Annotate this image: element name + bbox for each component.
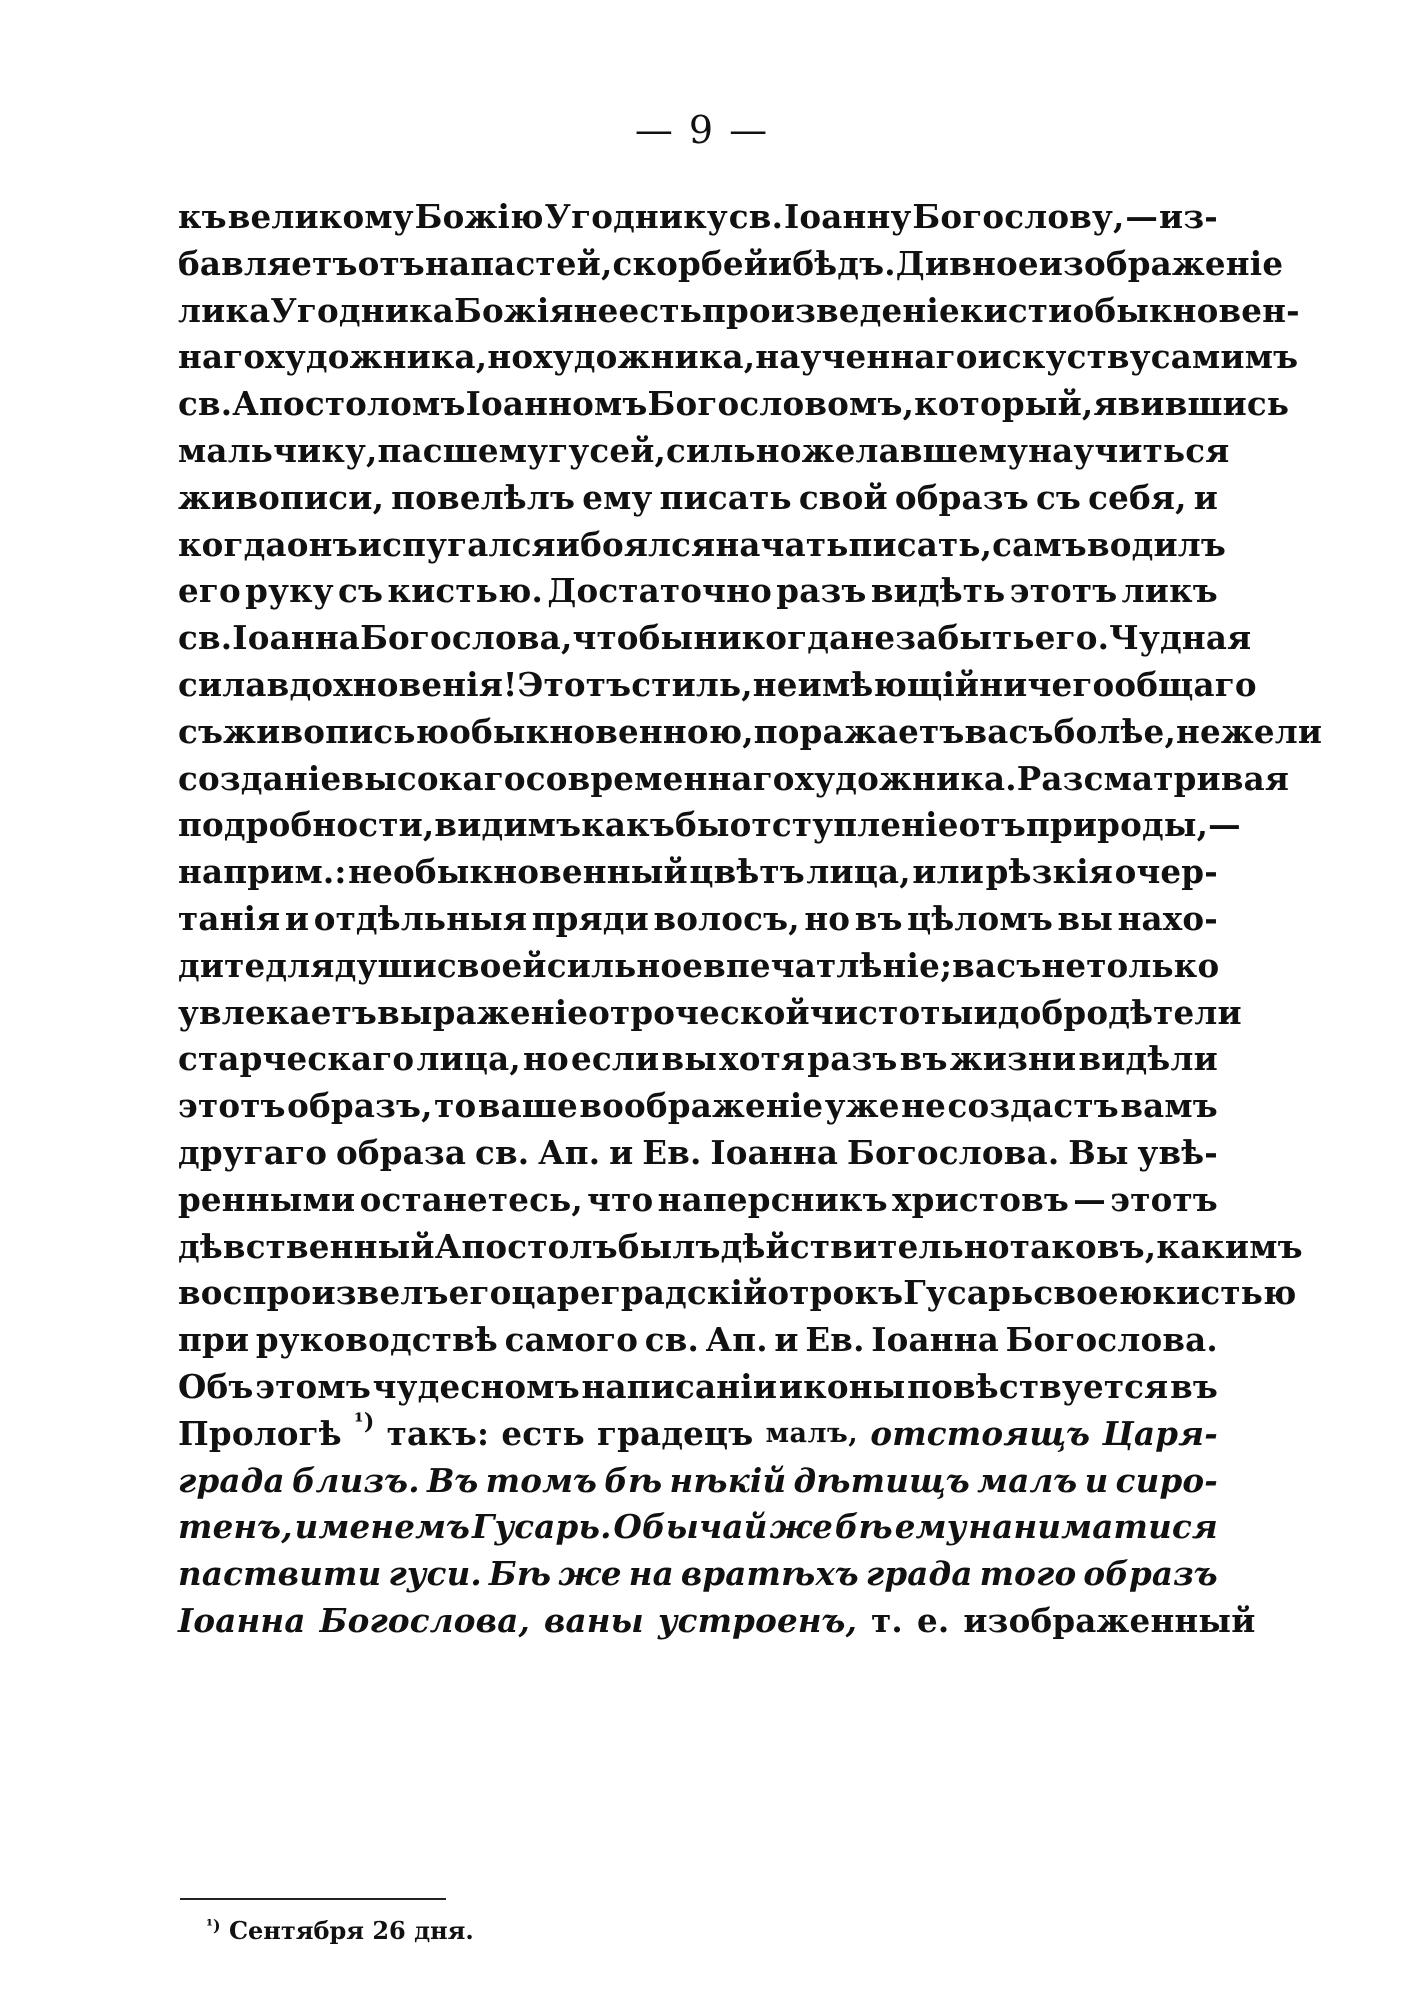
word: и	[1084, 1460, 1109, 1500]
word: написаніи	[581, 1366, 778, 1406]
word: св.	[178, 384, 233, 424]
word: писать	[659, 477, 792, 517]
word: дѣйствительно	[720, 1226, 1010, 1266]
word: дите	[178, 945, 266, 985]
word: или	[912, 852, 985, 892]
word: Іоанномъ	[465, 384, 648, 424]
word: повѣствуется	[907, 1366, 1169, 1406]
word: Обычай	[613, 1507, 768, 1547]
word: малъ,	[765, 1417, 859, 1449]
word: художника,	[533, 337, 756, 377]
word: свой	[798, 477, 888, 517]
text-line	[178, 1130, 1218, 1177]
word: Ап.	[705, 1320, 768, 1360]
word: для	[265, 945, 335, 985]
word: бавляетъ	[178, 243, 358, 283]
word: Іоанна	[710, 1132, 839, 1172]
word: его.	[1034, 618, 1110, 658]
word: же	[769, 1507, 833, 1547]
word: создастъ	[947, 1086, 1119, 1126]
word: испугался	[357, 524, 556, 564]
word: тенъ,	[178, 1507, 293, 1547]
text-line	[178, 709, 1323, 756]
word: кисти	[959, 290, 1073, 330]
word: видѣть	[870, 571, 1006, 611]
word: воображеніе	[579, 1086, 824, 1126]
word: Въ	[426, 1460, 479, 1500]
word: къ	[178, 197, 227, 236]
word: наниматися	[968, 1507, 1218, 1547]
word: сиро-	[1115, 1460, 1218, 1500]
word: нежели	[1175, 711, 1323, 751]
word: —	[1125, 197, 1159, 236]
word: паствити	[178, 1554, 382, 1594]
word: воспроизвелъ	[178, 1273, 449, 1313]
word: Бѣ	[488, 1554, 552, 1594]
word: Богослова.	[1005, 1320, 1218, 1360]
word: иконы	[778, 1366, 906, 1406]
footnote-rule	[180, 1898, 446, 1900]
text-line	[178, 1270, 1297, 1317]
word: необыкновенный	[348, 852, 688, 892]
word: образъ,	[287, 1086, 433, 1126]
text-line	[178, 849, 1218, 896]
word: Богослова.	[846, 1132, 1060, 1172]
word: из-	[1159, 197, 1218, 236]
footnote-text: Сентября 26 дня.	[228, 1916, 474, 1945]
word: гуси.	[388, 1554, 482, 1594]
word: разъ	[776, 571, 867, 611]
word: нахо-	[1117, 898, 1218, 938]
word: отдѣльныя	[313, 898, 528, 938]
word: отступленіе	[729, 805, 959, 845]
word: разъ	[807, 1039, 898, 1079]
word: христовъ	[892, 1179, 1069, 1219]
word: ему	[582, 477, 653, 517]
word: е.	[916, 1600, 950, 1640]
word: самого	[504, 1320, 639, 1360]
word: чудесномъ	[372, 1366, 580, 1406]
text-line	[178, 381, 1290, 428]
word: высокаго	[341, 758, 526, 798]
word: поражаетъ	[753, 711, 965, 751]
word: гусей,	[548, 430, 667, 470]
word: старческаго	[178, 1039, 415, 1079]
body-text	[178, 194, 1323, 1645]
word: цѣломъ	[907, 898, 1053, 938]
word: что	[587, 1179, 654, 1219]
word: начать	[715, 524, 849, 564]
word: увѣ-	[1137, 1132, 1218, 1172]
word: ренными	[178, 1179, 356, 1219]
word: пасшему	[377, 430, 549, 470]
word: не	[573, 290, 619, 330]
word: болѣе,	[1053, 711, 1176, 751]
word: чтобы	[572, 618, 694, 658]
word: не	[901, 1086, 946, 1126]
text-line	[178, 802, 1241, 849]
word: ваны	[543, 1600, 644, 1640]
word: Богословомъ,	[647, 384, 915, 424]
word: Вы	[1068, 1132, 1129, 1172]
word: напастей,	[424, 243, 613, 283]
word: Ев.	[805, 1320, 865, 1360]
word: васъ	[964, 711, 1054, 751]
word: образъ	[894, 477, 1029, 517]
word: въ	[899, 1039, 948, 1079]
word: великому	[227, 197, 414, 236]
word: своей	[436, 945, 547, 985]
word: который,	[914, 384, 1094, 424]
word: лика	[178, 290, 271, 330]
word: скорбей	[612, 243, 769, 283]
text-line	[178, 662, 1257, 709]
word: этотъ	[1009, 571, 1118, 611]
text-line	[178, 522, 1227, 569]
word: цвѣтъ	[689, 852, 805, 892]
word: таковъ,	[1009, 1226, 1157, 1266]
word: вдохновенія!	[266, 664, 518, 704]
word: видѣли	[1078, 1039, 1218, 1079]
word: пряди	[531, 898, 649, 938]
word: Богослова,	[360, 618, 573, 658]
word: съ	[1035, 477, 1082, 517]
word: вы	[1057, 898, 1114, 938]
text-line	[178, 896, 1218, 943]
word: того	[979, 1554, 1077, 1594]
word: Прологѣ	[178, 1413, 342, 1453]
word: близъ.	[291, 1460, 420, 1500]
word: но	[804, 898, 851, 938]
word: наприм.:	[178, 852, 347, 892]
word: Ев.	[642, 1132, 702, 1172]
word: лица,	[806, 852, 911, 892]
word: града	[865, 1554, 973, 1594]
word: этотъ	[178, 1086, 286, 1126]
word: добродѣтели	[997, 992, 1242, 1032]
word: Іоанна	[178, 1600, 306, 1640]
word: такъ:	[386, 1413, 490, 1453]
text-line	[178, 615, 1252, 662]
word: отроческой	[588, 992, 810, 1032]
word: но	[522, 1039, 569, 1079]
word: Объ	[178, 1366, 254, 1406]
word: очер-	[1114, 852, 1218, 892]
word: ликъ	[1121, 571, 1218, 611]
word: уже	[824, 1086, 900, 1126]
word: —	[1073, 1179, 1106, 1219]
word: Ап.	[538, 1132, 601, 1172]
word: увлекаетъ	[178, 992, 378, 1032]
word: Этотъ	[517, 664, 632, 704]
word: ему	[894, 1507, 967, 1547]
word: образъ	[1083, 1554, 1218, 1594]
text-line	[178, 241, 1284, 288]
word: есть	[618, 290, 702, 330]
word: Богослову,	[912, 197, 1125, 236]
word: руководствѣ	[255, 1320, 498, 1360]
word: никогда	[693, 618, 851, 658]
word: бѣ	[604, 1460, 663, 1500]
word: самъ	[992, 524, 1087, 564]
word: желавшему	[801, 430, 1029, 470]
word: какимъ	[1156, 1226, 1303, 1266]
word: т.	[871, 1600, 903, 1640]
word: градецъ	[597, 1413, 754, 1453]
word: сила	[178, 664, 267, 704]
word: устроенъ,	[657, 1600, 858, 1640]
word: и	[555, 524, 581, 564]
word: отъ	[357, 243, 425, 283]
word: не	[850, 618, 896, 658]
word: Царя-	[1102, 1413, 1218, 1453]
word: малъ	[977, 1460, 1078, 1500]
word: наго	[178, 337, 266, 377]
word: живописи,	[178, 477, 385, 517]
word: при	[178, 1320, 250, 1360]
word: въ	[1170, 1366, 1218, 1406]
word: жизни	[949, 1039, 1077, 1079]
word: бѣдъ.	[792, 243, 896, 283]
text-line	[178, 1458, 1218, 1505]
word: своею	[1033, 1273, 1153, 1313]
word: Іоанна	[871, 1320, 999, 1360]
word: св.	[474, 1132, 530, 1172]
word: танія	[178, 898, 281, 938]
word: отъ	[958, 805, 1026, 845]
word: подробности,	[178, 805, 435, 845]
word: наперсникъ	[657, 1179, 888, 1219]
word: выраженіе	[377, 992, 589, 1032]
page-number: — 9 —	[634, 108, 770, 152]
word: рѣзкія	[985, 852, 1114, 892]
word: Апостоломъ	[232, 384, 466, 424]
word: Божію	[414, 197, 544, 236]
text-line	[178, 288, 1300, 335]
word: цареградскій	[511, 1273, 768, 1313]
word: бы	[674, 805, 730, 845]
word: отстоящъ	[870, 1413, 1091, 1453]
text-line	[178, 1504, 1218, 1551]
word: Гусарь.	[472, 1507, 612, 1547]
word: не	[1041, 945, 1087, 985]
word: только	[1086, 945, 1220, 985]
word: вамъ	[1120, 1086, 1218, 1126]
text-line	[178, 428, 1230, 475]
word: изображенный	[963, 1600, 1256, 1640]
word: то	[434, 1086, 477, 1126]
word: Достаточно	[547, 571, 772, 611]
word: произведеніе	[701, 290, 960, 330]
text-line	[178, 475, 1218, 522]
word: самимъ	[1150, 337, 1299, 377]
word: кистью.	[387, 571, 544, 611]
word: ничего	[979, 664, 1115, 704]
text-line	[178, 194, 1218, 241]
word: обыкновен-	[1072, 290, 1300, 330]
word: живописью	[223, 711, 450, 751]
word: природы,—	[1025, 805, 1241, 845]
word: и	[609, 1132, 634, 1172]
word: св.	[644, 1320, 700, 1360]
word: мальчику,	[178, 430, 378, 470]
word: вы	[661, 1039, 717, 1079]
word: онъ	[286, 524, 358, 564]
word: именемъ	[294, 1507, 471, 1547]
word: какъ	[581, 805, 675, 845]
word: наученнаго	[755, 337, 978, 377]
word: лица,	[416, 1039, 521, 1079]
word: другаго	[178, 1132, 328, 1172]
footnote-marker: ¹)	[206, 1916, 221, 1935]
word: съ	[338, 571, 384, 611]
word: Апостолъ	[434, 1226, 618, 1266]
word: общаго	[1114, 664, 1257, 704]
word: обыкновенною,	[449, 711, 754, 751]
word: Угодника	[270, 290, 455, 330]
word: волосъ,	[653, 898, 800, 938]
word: этотъ	[1110, 1179, 1218, 1219]
word: и	[284, 898, 310, 938]
word: души	[334, 945, 437, 985]
word: явившись	[1093, 384, 1290, 424]
text-line	[178, 943, 1218, 990]
word: и	[768, 243, 793, 283]
text-line	[178, 1224, 1303, 1271]
word: останетесь,	[359, 1179, 583, 1219]
word: дѣтищъ	[793, 1460, 970, 1500]
word: повелѣлъ	[391, 477, 576, 517]
word: художника,	[265, 337, 488, 377]
word: Богослова,	[319, 1600, 530, 1640]
word: научиться	[1028, 430, 1230, 470]
word: изображеніе	[1038, 243, 1284, 283]
word: града	[178, 1460, 285, 1500]
word: забыть	[895, 618, 1035, 658]
word: вратѣхъ	[680, 1554, 859, 1594]
text-line	[178, 1083, 1218, 1130]
word: томъ	[485, 1460, 598, 1500]
word: писать,	[848, 524, 993, 564]
text-line	[178, 990, 1242, 1037]
word: кистью	[1152, 1273, 1297, 1313]
word: же	[558, 1554, 622, 1594]
word: художника.	[794, 758, 1017, 798]
word: себя,	[1088, 477, 1187, 517]
text-line	[178, 1551, 1218, 1598]
text-line	[178, 1177, 1218, 1224]
word: на	[628, 1554, 674, 1594]
word: Дивное	[895, 243, 1039, 283]
word: св.	[728, 197, 784, 236]
word: отрокъ	[767, 1273, 904, 1313]
word: созданіе	[178, 758, 342, 798]
word: и	[973, 992, 998, 1032]
word: и	[1193, 477, 1218, 517]
text-line	[178, 1408, 1218, 1458]
word: Гусарь	[903, 1273, 1034, 1313]
text-line	[178, 1317, 1218, 1364]
word: чистоты	[809, 992, 974, 1032]
word: ваше	[477, 1086, 578, 1126]
word: Разсматривая	[1016, 758, 1290, 798]
word: когда	[178, 524, 287, 564]
word: его	[178, 571, 241, 611]
word: боялся	[580, 524, 716, 564]
word: видимъ	[434, 805, 582, 845]
word: сильно	[666, 430, 802, 470]
word: и	[774, 1320, 799, 1360]
word: св.	[178, 618, 233, 658]
word: сильное	[546, 945, 704, 985]
text-line	[178, 1036, 1218, 1083]
word: Угоднику	[544, 197, 728, 236]
word: если	[571, 1039, 660, 1079]
word: стиль,	[631, 664, 753, 704]
word: Чудная	[1109, 618, 1252, 658]
word: имѣющій	[797, 664, 980, 704]
word: хотя	[719, 1039, 806, 1079]
word: Іоанну	[783, 197, 912, 236]
word: въ	[854, 898, 903, 938]
text-line	[178, 756, 1290, 803]
word: нѣкій	[669, 1460, 787, 1500]
word: современнаго	[525, 758, 795, 798]
word: не	[752, 664, 798, 704]
word: руку	[245, 571, 334, 611]
word: впечатлѣніе;	[703, 945, 953, 985]
word: водилъ	[1086, 524, 1227, 564]
word: былъ	[617, 1226, 721, 1266]
footnote	[206, 1916, 474, 1945]
text-line	[178, 334, 1299, 381]
word: Божія	[454, 290, 574, 330]
text-line	[178, 1598, 1256, 1645]
word: есть	[501, 1413, 585, 1453]
word: этомъ	[255, 1366, 371, 1406]
word: дѣвственный	[178, 1226, 435, 1266]
word: васъ	[952, 945, 1042, 985]
text-line	[178, 568, 1218, 615]
word: образа	[336, 1132, 467, 1172]
word: ¹)	[354, 1408, 375, 1435]
word: но	[487, 337, 534, 377]
word: съ	[178, 711, 224, 751]
text-line	[178, 1364, 1218, 1411]
word: искуству	[977, 337, 1151, 377]
word: Іоанна	[232, 618, 361, 658]
word: его	[448, 1273, 512, 1313]
word: бѣ	[834, 1507, 893, 1547]
